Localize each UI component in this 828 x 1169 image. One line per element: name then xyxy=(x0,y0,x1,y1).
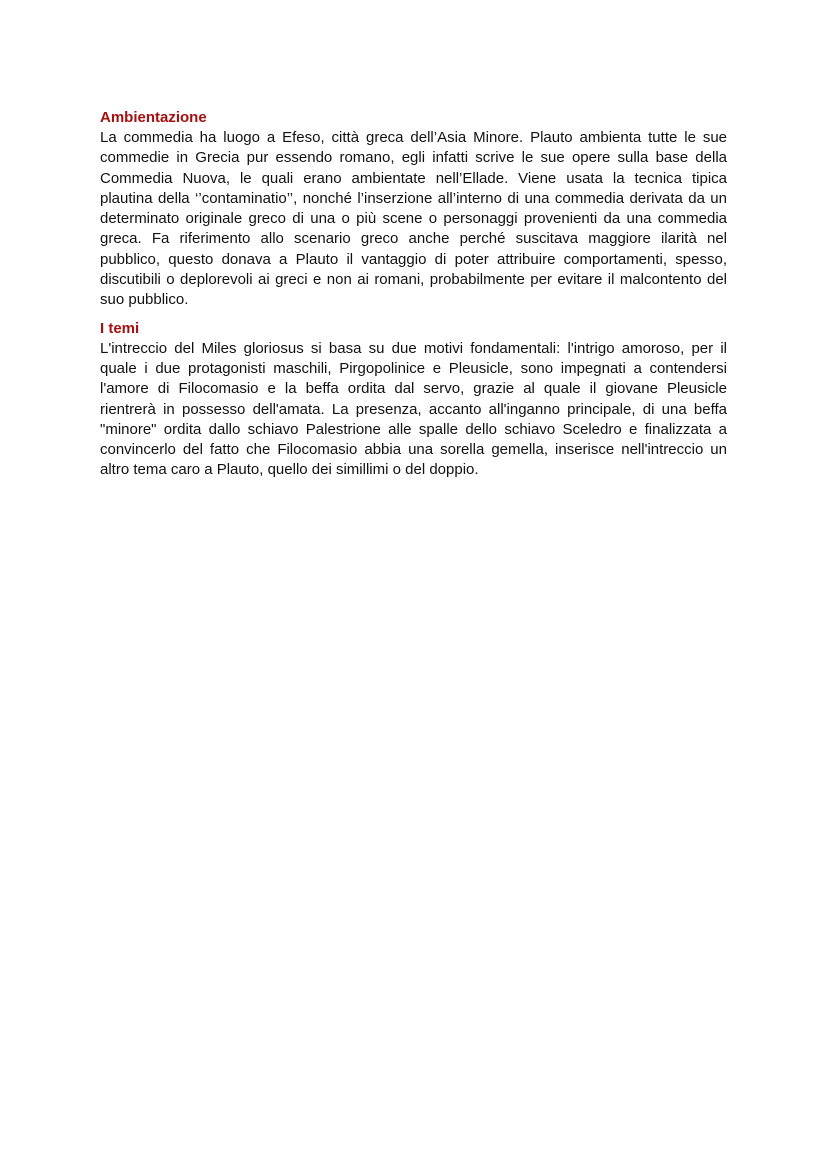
section-heading: Ambientazione xyxy=(100,109,207,126)
section-heading: I temi xyxy=(100,319,140,337)
text-line: commedie in Grecia pur essendo romano, egli infatti scrive le sue opere sulla base della xyxy=(100,149,727,167)
text-line: l'amore di Filocomasio e la beffa ordita dal servo, grazie al quale il giovane Pleusicle xyxy=(100,380,727,398)
text-line: Commedia Nuova, le quali erano ambientate nell’Ellade. Viene usata la tecnica tipica xyxy=(100,169,727,187)
text-line: discutibili o deplorevoli ai greci e non ai romani, probabilmente per evitare il malcontento del xyxy=(100,271,727,289)
section-temi xyxy=(100,319,727,481)
document-page xyxy=(100,108,727,481)
section-body xyxy=(100,128,727,311)
text-line: suo pubblico. xyxy=(100,291,189,309)
section-body xyxy=(100,339,727,481)
text-line: quale i due protagonisti maschili, Pirgopolinice e Pleusicle, sono impegnati a contendersi xyxy=(100,359,727,377)
text-line: pubblico, questo donava a Plauto il vantaggio di poter attribuire comportamenti, spesso, xyxy=(100,250,727,268)
text-line: convincerlo del fatto che Filocomasio abbia una sorella gemella, inserisce nell'intreccio un xyxy=(100,441,727,459)
text-line: L'intreccio del Miles gloriosus si basa su due motivi fondamentali: l'intrigo amoroso, per il xyxy=(100,339,727,357)
section-ambientazione xyxy=(100,108,727,311)
text-line: rientrerà in possesso dell'amata. La presenza, accanto all'inganno principale, di una beffa xyxy=(100,400,727,418)
text-line: plautina della ‘’contaminatio’’, nonché l’inserzione all’interno di una commedia derivata da un xyxy=(100,189,727,207)
text-line: altro tema caro a Plauto, quello dei simillimi o del doppio. xyxy=(100,461,479,479)
text-line: greca. Fa riferimento allo scenario greco anche perché suscitava maggiore ilarità nel xyxy=(100,230,727,248)
text-line: determinato originale greco di una o più scene o personaggi provenienti da una commedia xyxy=(100,210,727,228)
text-line: "minore" ordita dallo schiavo Palestrione alle spalle dello schiavo Sceledro e finalizzata a xyxy=(100,420,727,438)
text-line: La commedia ha luogo a Efeso, città greca dell’Asia Minore. Plauto ambienta tutte le sue xyxy=(100,129,727,146)
